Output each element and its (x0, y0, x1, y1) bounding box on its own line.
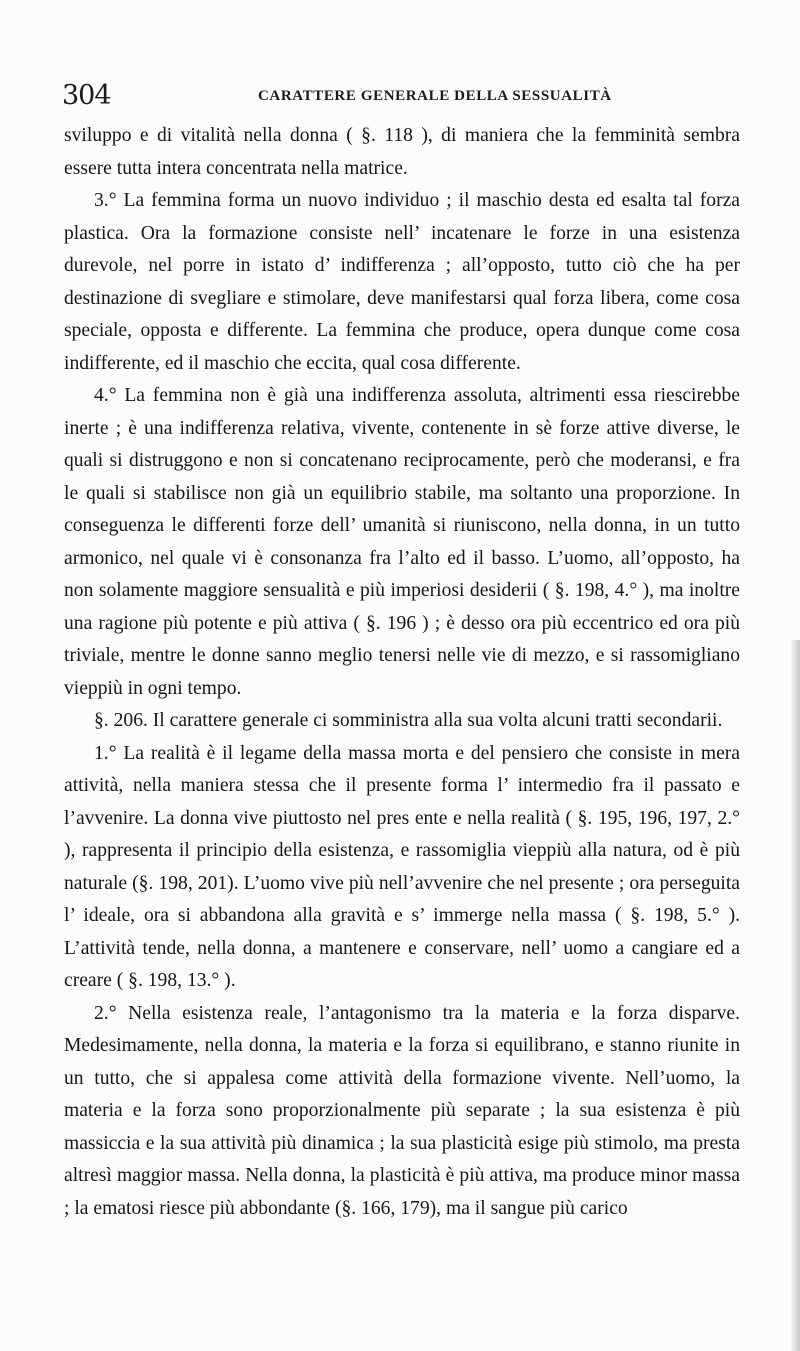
page-header (62, 78, 752, 118)
paragraph-point-2: 2.° Nella esistenza reale, l’antagonismo tra la materia e la forza disparve. Medesimamente, nella donna, la materia e la forza si equilibrano, e stanno riunite in un tutto, che si appalesa come attività della formazione vivente. Nell’uomo, la materia e la forza sono proporzionalmente più separate ; la sua esistenza è più massiccia e la sua attività più dinamica ; la sua plasticità esige più stimolo, ma presta altresì maggior massa. Nella donna, la plasticità è più attiva, ma produce minor massa ; la ematosi riesce più abbondante (§. 166, 179), ma il sangue più carico (64, 1002, 740, 1219)
body-text (64, 120, 740, 1225)
paragraph-point-1: 1.° La realità è il legame della massa morta e del pensiero che consiste in mera attività, nella maniera stessa che il presente forma l’ intermedio fra il passato e l’avvenire. La donna vive piuttosto nel pres ente e nella realità ( §. 195, 196, 197, 2.° ), rappresenta il principio della esistenza, e rassomiglia vieppiù alla natura, od è più naturale (§. 198, 201). L’uomo vive più nell’avvenire che nel presente ; ora perseguita l’ ideale, ora si abbandona alla gravità e s’ immerge nella massa ( §. 198, 5.° ). L’attività tende, nella donna, a mantenere e conservare, nell’ uomo a cangiare ed a creare ( §. 198, 13.° ). (64, 742, 740, 991)
paragraph-point-3: 3.° La femmina forma un nuovo individuo ; il maschio desta ed esalta tal forza plastica. Ora la formazione consiste nell’ incatenare le forze in una esistenza durevole, nel porre in istato d’ indifferenza ; all’opposto, tutto ciò che ha per destinazione di svegliare e stimolare, deve manifestarsi qual forza libera, come cosa speciale, opposta e differente. La femmina che produce, opera dunque come cosa indifferente, ed il maschio che eccita, qual cosa differente. (64, 190, 740, 374)
section-206-heading-paragraph: §. 206. Il carattere generale ci somministra alla sua volta alcuni tratti secondarii. (94, 710, 723, 731)
running-title: CARATTERE GENERALE DELLA SESSUALITÀ (258, 88, 612, 104)
page-edge-shadow (790, 640, 800, 1351)
paragraph-continuation: sviluppo e di vitalità nella donna ( §. 118 ), di maniera che la femminità sembra essere tutta intera concentrata nella matrice. (64, 125, 740, 179)
paragraph-point-4: 4.° La femmina non è già una indifferenza assoluta, altrimenti essa riescirebbe inerte ; è una indifferenza relativa, vivente, contenente in sè forze attive diverse, le quali si distruggono e non si concatenano reciprocamente, però che moderansi, e fra le quali si stabilisce non già un equilibrio stabile, ma soltanto una proporzione. In conseguenza le differenti forze dell’ umanità si riuniscono, nella donna, in un tutto armonico, nel quale vi è consonanza fra l’alto ed il basso. L’uomo, all’opposto, ha non solamente maggiore sensualità e più imperiosi desiderii ( §. 198, 4.° ), ma inoltre una ragione più potente e più attiva ( §. 196 ) ; è desso ora più eccentrico ed ora più triviale, mentre le donne sanno meglio tenersi nelle vie di mezzo, e si rassomigliano vieppiù in ogni tempo. (64, 385, 740, 699)
page-number: 304 (62, 80, 111, 111)
